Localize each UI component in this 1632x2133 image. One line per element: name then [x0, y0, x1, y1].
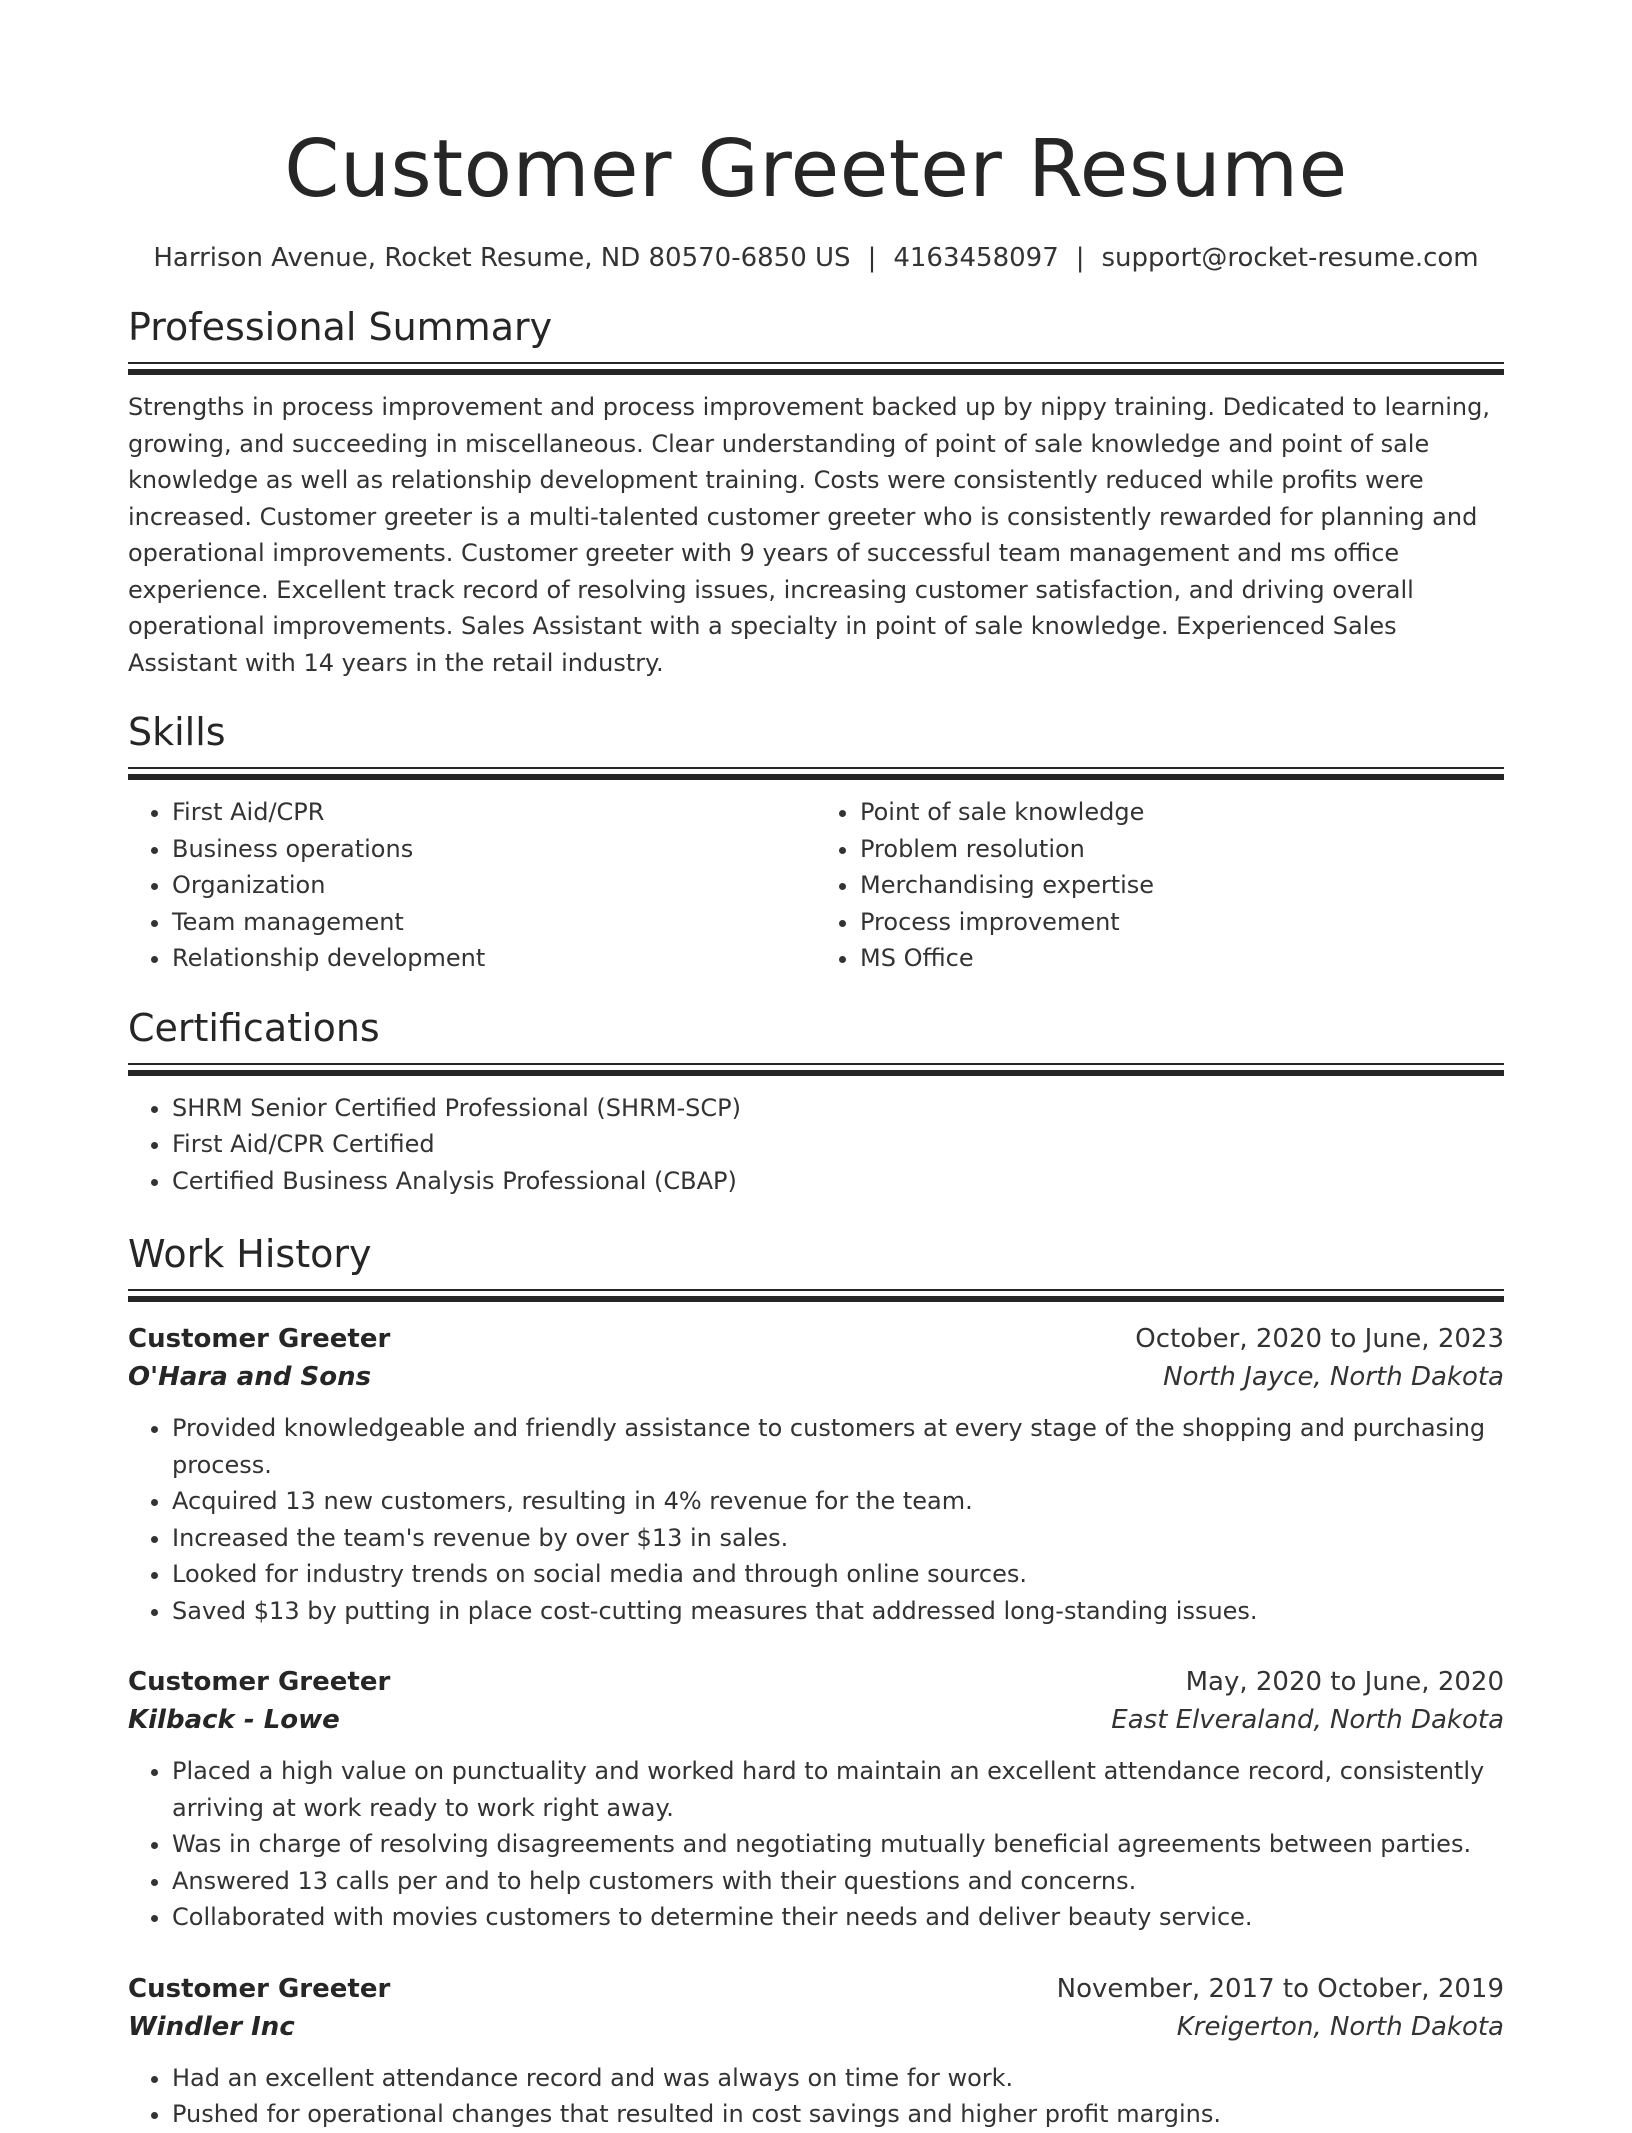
- job-entry: [128, 1320, 1504, 1629]
- job-bullet: • Increased the team's revenue by over $13 in sales.: [172, 1520, 1504, 1557]
- skill-item: • MS Office: [860, 940, 1504, 977]
- job-title: Customer Greeter: [128, 1973, 391, 2004]
- section-divider: [128, 362, 1504, 375]
- job-bullet: • Collaborated with movies customers to determine their needs and deliver beauty service.: [172, 1899, 1504, 1936]
- job-subheader: [128, 2008, 1504, 2046]
- skill-item: • Business operations: [172, 831, 816, 868]
- certifications-section: [128, 1003, 1504, 1200]
- contact-separator: |: [1075, 243, 1085, 273]
- contact-address: Harrison Avenue, Rocket Resume, ND 80570-6850 US: [153, 243, 851, 273]
- job-bullets: [128, 2060, 1504, 2133]
- skill-item: • Team management: [172, 904, 816, 941]
- job-bullet: • Was in charge of resolving disagreements and negotiating mutually beneficial agreements between parties.: [172, 1826, 1504, 1863]
- job-bullets: [128, 1753, 1504, 1936]
- job-header: [128, 1663, 1504, 1701]
- resume-title: Customer Greeter Resume: [284, 123, 1348, 215]
- contact-email: support@rocket-resume.com: [1101, 243, 1479, 273]
- job-bullet: • Answered 13 calls per and to help customers with their questions and concerns.: [172, 1863, 1504, 1900]
- job-dates: November, 2017 to October, 2019: [1056, 1973, 1504, 2004]
- job-bullets: [128, 1410, 1504, 1629]
- skill-item: • Relationship development: [172, 940, 816, 977]
- job-dates: October, 2020 to June, 2023: [1135, 1324, 1504, 1354]
- skill-item: • Point of sale knowledge: [860, 794, 1504, 831]
- job-bullet: • Looked for industry trends on social media and through online sources.: [172, 1556, 1504, 1593]
- section-divider: [128, 1289, 1504, 1302]
- job-bullet: • Provided knowledgeable and friendly assistance to customers at every stage of the shopping and purchasing process.: [172, 1410, 1504, 1483]
- job-bullet: • Placed a high value on punctuality and worked hard to maintain an excellent attendance record, consistently arriving at work ready to work right away.: [172, 1753, 1504, 1826]
- work-history-heading: Work History: [128, 1232, 372, 1276]
- summary-heading: Professional Summary: [128, 305, 553, 349]
- skills-columns: [128, 794, 1504, 977]
- job-location: North Jayce, North Dakota: [1163, 1362, 1504, 1392]
- skills-section: [128, 707, 1504, 977]
- certification-item: • First Aid/CPR Certified: [172, 1126, 1504, 1163]
- section-divider: [128, 767, 1504, 780]
- certifications-heading: Certifications: [128, 1005, 380, 1050]
- job-bullet: • Pushed for operational changes that resulted in cost savings and higher profit margins.: [172, 2096, 1504, 2133]
- work-history-section: [128, 1229, 1504, 2133]
- summary-text: Strengths in process improvement and process improvement backed up by nippy training. Dedicated to learning, growing, and succeeding in miscellaneous. Clear understanding of point of sale knowledge and point of sale knowledge as well as relationship development training. Costs were consistently reduced while profits were increased. Customer greeter is a multi-talented customer greeter who is consistently rewarded for planning and operational improvements. Customer greeter with 9 years of successful team management and ms office experience. Excellent track record of resolving issues, increasing customer satisfaction, and driving overall operational improvements. Sales Assistant with a specialty in point of sale knowledge. Experienced Sales Assistant with 14 years in the retail industry.: [128, 393, 1490, 677]
- job-location: East Elveraland, North Dakota: [1111, 1705, 1504, 1735]
- job-location: Kreigerton, North Dakota: [1176, 2011, 1504, 2042]
- job-bullet: • Had an excellent attendance record and was always on time for work.: [172, 2060, 1504, 2097]
- section-divider: [128, 1063, 1504, 1076]
- skill-item: • First Aid/CPR: [172, 794, 816, 831]
- job-entry: [128, 1970, 1504, 2133]
- job-company: Kilback - Lowe: [128, 1705, 340, 1735]
- resume-page: [128, 118, 1504, 2133]
- job-subheader: [128, 1701, 1504, 1739]
- job-company: Windler Inc: [128, 2011, 295, 2042]
- contact-line: [128, 240, 1504, 276]
- job-company: O'Hara and Sons: [128, 1362, 372, 1392]
- summary-section: [128, 302, 1504, 681]
- job-bullet: • Saved $13 by putting in place cost-cutting measures that addressed long-standing issues.: [172, 1593, 1504, 1630]
- skill-item: • Organization: [172, 867, 816, 904]
- skill-item: • Process improvement: [860, 904, 1504, 941]
- certification-item: • Certified Business Analysis Professional (CBAP): [172, 1163, 1504, 1200]
- certification-item: • SHRM Senior Certified Professional (SHRM-SCP): [172, 1090, 1504, 1127]
- job-entry: [128, 1663, 1504, 1936]
- skills-list-right: [816, 794, 1504, 977]
- contact-phone: 4163458097: [893, 243, 1059, 273]
- job-title: Customer Greeter: [128, 1324, 391, 1354]
- job-header: [128, 1970, 1504, 2008]
- contact-separator: |: [867, 243, 877, 273]
- skill-item: • Merchandising expertise: [860, 867, 1504, 904]
- job-subheader: [128, 1358, 1504, 1396]
- job-title: Customer Greeter: [128, 1667, 391, 1697]
- skills-list-left: [128, 794, 816, 977]
- skills-heading: Skills: [128, 710, 226, 754]
- job-header: [128, 1320, 1504, 1358]
- skill-item: • Problem resolution: [860, 831, 1504, 868]
- certifications-list: [128, 1090, 1504, 1200]
- job-dates: May, 2020 to June, 2020: [1185, 1667, 1504, 1697]
- job-bullet: • Acquired 13 new customers, resulting in 4% revenue for the team.: [172, 1483, 1504, 1520]
